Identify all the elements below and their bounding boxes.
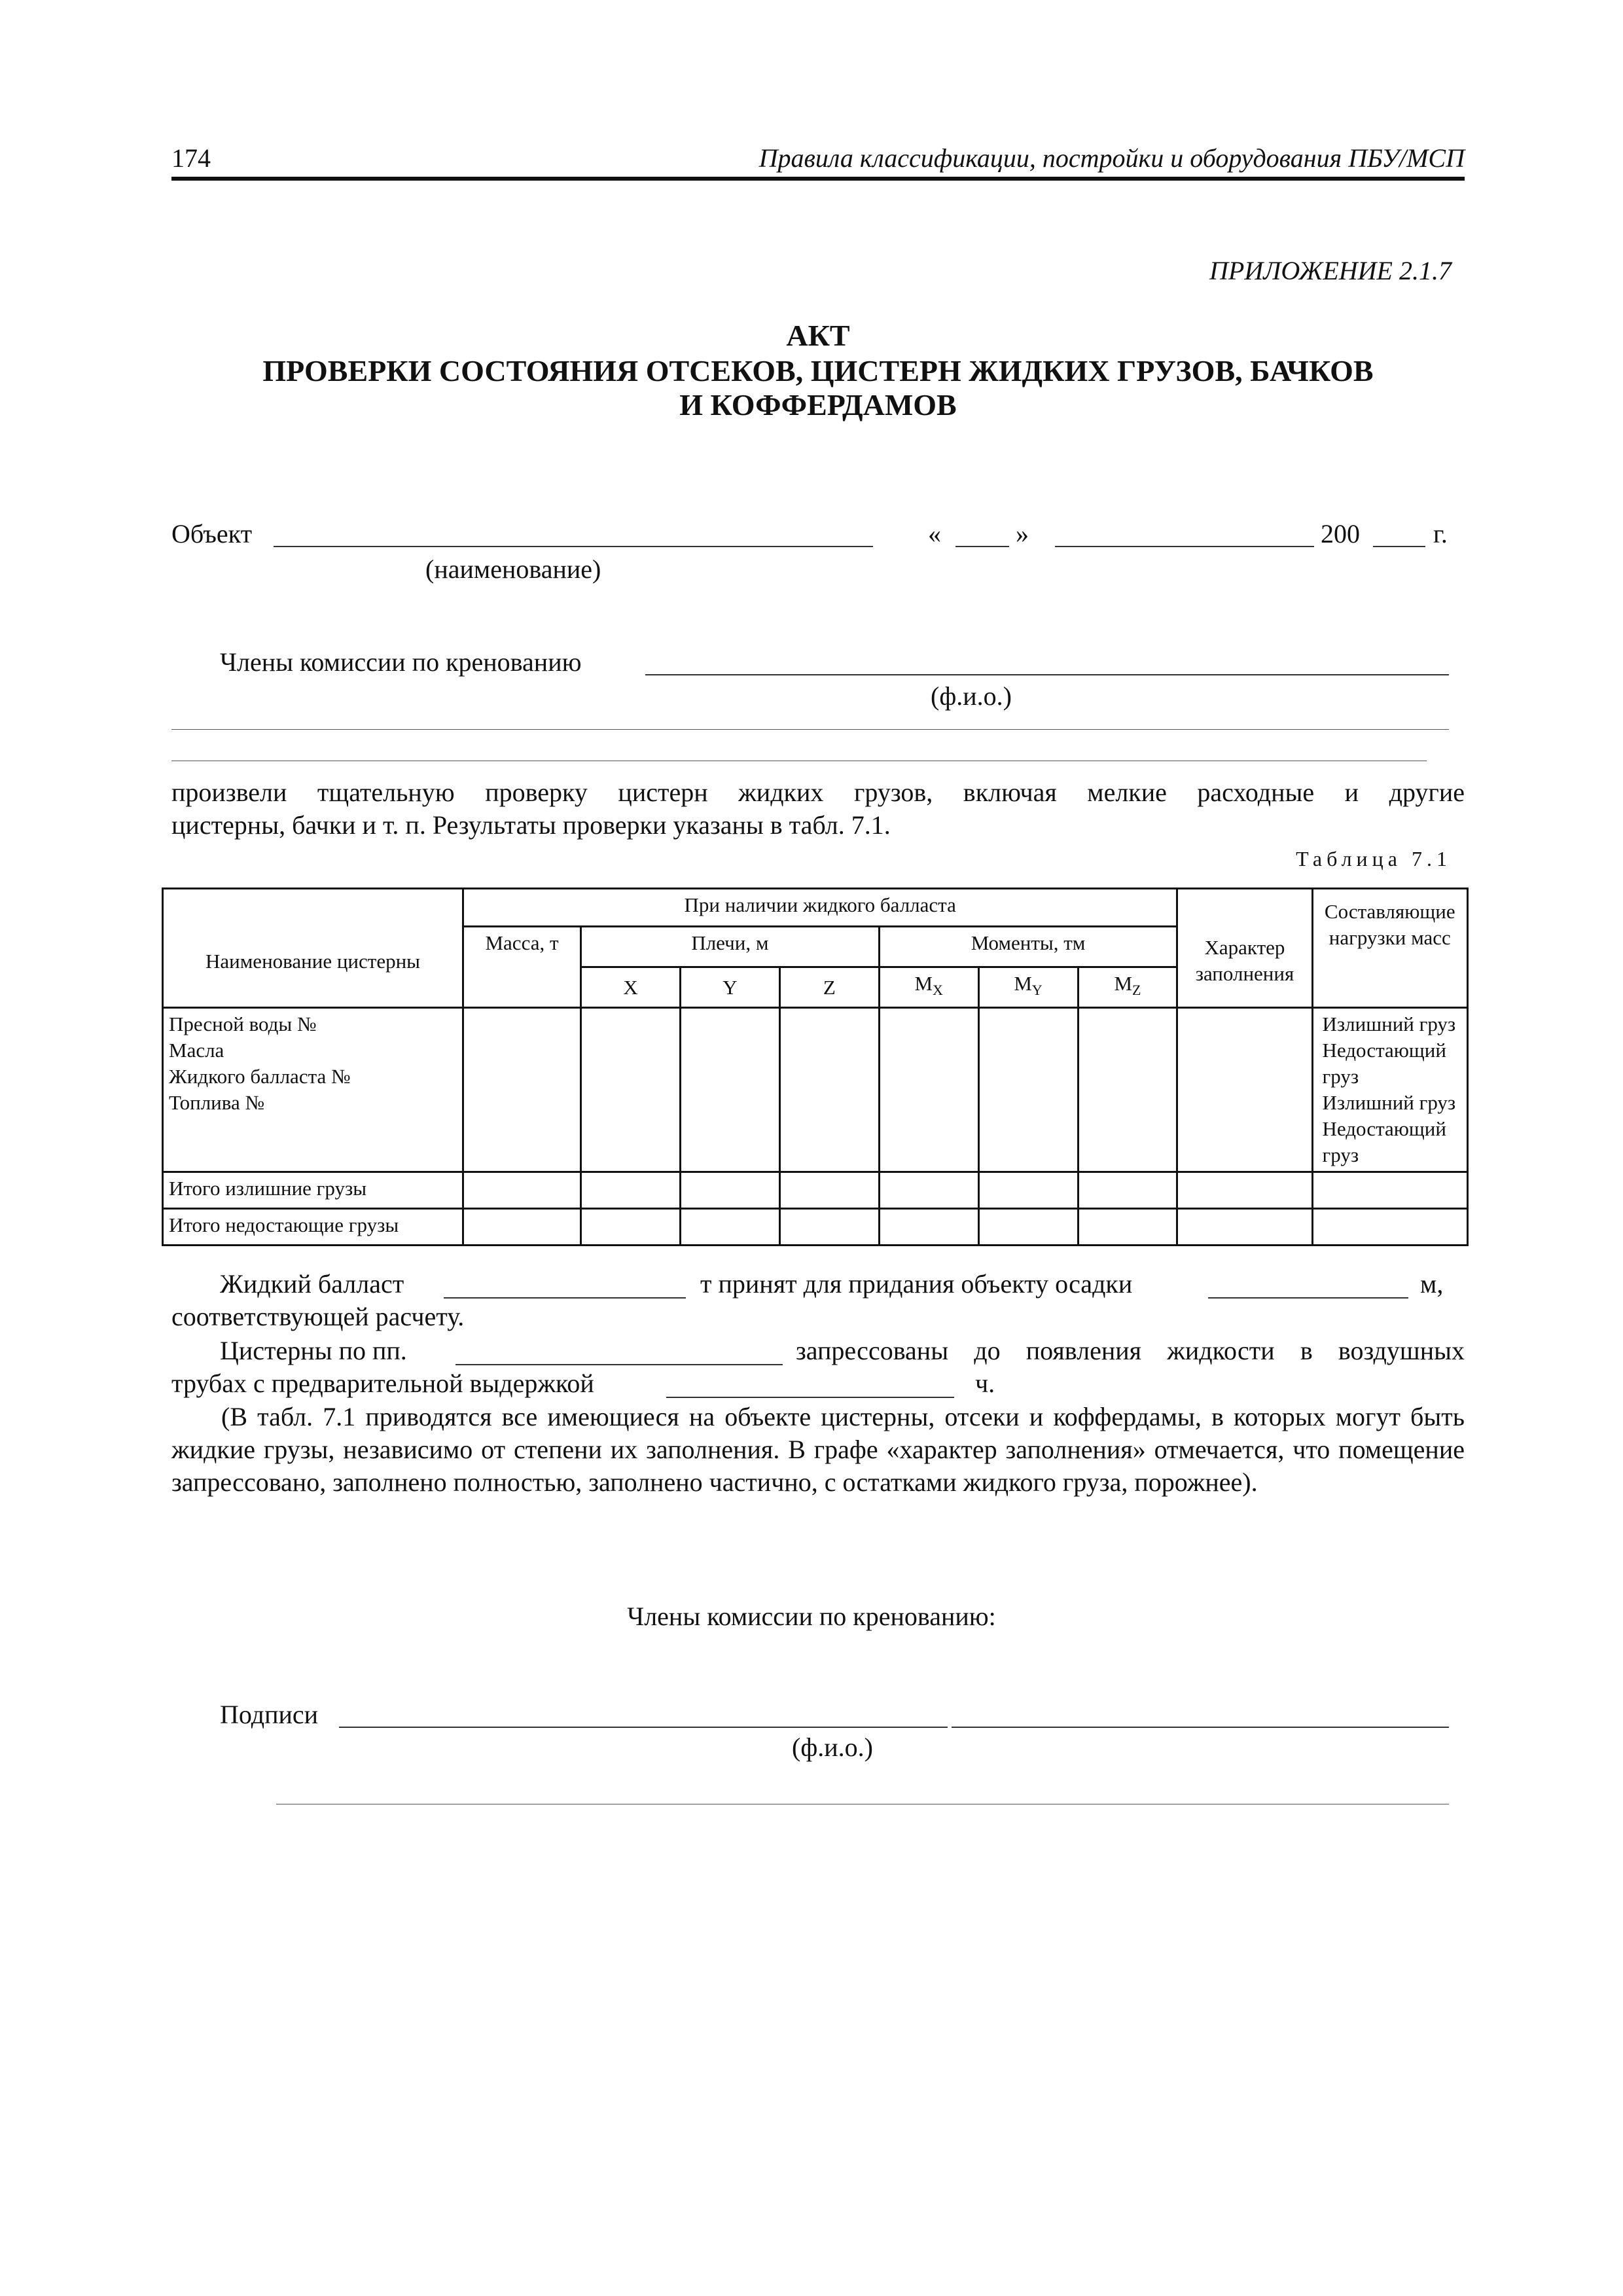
table-cell[interactable]: [463, 1209, 580, 1246]
table-cell[interactable]: [463, 1008, 580, 1172]
table-cell[interactable]: [581, 1008, 681, 1172]
hold-time-field[interactable]: [666, 1397, 954, 1398]
object-label: Объект: [171, 519, 253, 548]
members-field[interactable]: [645, 674, 1449, 675]
tank-name: Топлива №: [169, 1091, 265, 1114]
close-quote: »: [1016, 519, 1029, 548]
doc-title-line2: ПРОВЕРКИ СОСТОЯНИЯ ОТСЕКОВ, ЦИСТЕРН ЖИДКИХ ГРУЗОВ, БАЧКОВ: [262, 354, 1374, 387]
table-cell[interactable]: [879, 1172, 978, 1209]
signatures-heading: Члены комиссии по кренованию:: [627, 1602, 996, 1631]
ballast-text-b: т принят для придания объекту осадки: [700, 1269, 1133, 1299]
ballast-text-c: м,: [1420, 1269, 1444, 1299]
table-cell[interactable]: [879, 1209, 978, 1246]
table-cell[interactable]: [463, 1172, 580, 1209]
header-tank-name: Наименование цистерны: [163, 889, 463, 1008]
header-arms: Плечи, м: [581, 927, 880, 967]
intro-line2: цистерны, бачки и т. п. Результаты проверки указаны в табл. 7.1.: [171, 810, 891, 840]
table-cell[interactable]: [581, 1172, 681, 1209]
table-cell[interactable]: [1177, 1172, 1312, 1209]
table-cell[interactable]: [779, 1172, 879, 1209]
table-cell[interactable]: [1312, 1209, 1467, 1246]
header-fill-character: Характер заполнения: [1177, 889, 1312, 1008]
header-mass: Масса, т: [463, 927, 580, 1008]
results-table: [162, 888, 1469, 1246]
table-cell[interactable]: [1078, 1172, 1177, 1209]
table-cell[interactable]: [978, 1008, 1078, 1172]
signatures-caption: (ф.и.о.): [792, 1732, 873, 1762]
table-cell[interactable]: [779, 1008, 879, 1172]
table-cell[interactable]: [1078, 1209, 1177, 1246]
signature-field-2[interactable]: [952, 1727, 1449, 1728]
header-y: Y: [680, 967, 779, 1008]
header-rule: [171, 177, 1465, 181]
component-item: Недостающий груз: [1322, 1117, 1446, 1166]
day-field[interactable]: [955, 546, 1009, 547]
header-x: X: [581, 967, 681, 1008]
header-ballast-group: При наличии жидкого балласта: [463, 889, 1177, 927]
table-cell[interactable]: [779, 1209, 879, 1246]
table-caption: Таблица 7.1: [1296, 847, 1452, 870]
object-name-field[interactable]: [274, 546, 873, 547]
total-excess-label: Итого излишние грузы: [163, 1172, 463, 1209]
month-field[interactable]: [1055, 546, 1314, 547]
ballast-text-a: Жидкий балласт: [220, 1269, 404, 1299]
table-cell[interactable]: [680, 1008, 779, 1172]
tanks-text-a: Цистерны по пп.: [220, 1336, 407, 1365]
header-z: Z: [779, 967, 879, 1008]
signatures-label: Подписи: [220, 1700, 319, 1729]
year-prefix: 200: [1321, 519, 1360, 548]
ballast-text-d: соответствующей расчету.: [171, 1302, 465, 1331]
total-missing-label: Итого недостающие грузы: [163, 1209, 463, 1246]
tank-name: Масла: [169, 1039, 224, 1062]
object-caption: (наименование): [425, 554, 601, 584]
table-cell[interactable]: [879, 1008, 978, 1172]
year-suffix: г.: [1433, 519, 1448, 548]
open-quote: «: [928, 519, 941, 548]
header-moments: Моменты, тм: [879, 927, 1177, 967]
draft-field[interactable]: [1208, 1297, 1408, 1299]
tank-name: Жидкого балласта №: [169, 1065, 351, 1088]
table-cell[interactable]: [680, 1209, 779, 1246]
component-item: Излишний груз: [1322, 1013, 1456, 1035]
table-note: (В табл. 7.1 приводятся все имеющиеся на объекте цистерны, отсеки и коффердамы, в которых могут быть жидкие грузы, независимо от степени их заполнения. В графе «характер заполнения» отмечается, что помещение запрессовано, заполнено полностью, заполнено частично, с остатками жидкого груза, порожнее).: [171, 1402, 1465, 1497]
tanks-text-d: ч.: [975, 1369, 995, 1398]
header-mz: $M_Z$: [1078, 967, 1177, 1008]
ballast-amount-field[interactable]: [444, 1297, 686, 1299]
tanks-text-b: запрессованы до появления жидкости в воздушных: [796, 1336, 1465, 1365]
table-cell[interactable]: [978, 1172, 1078, 1209]
table-cell[interactable]: [581, 1209, 681, 1246]
table-cell[interactable]: [1078, 1008, 1177, 1172]
doc-title-line1: АКТ: [786, 319, 850, 352]
tanks-items-field[interactable]: [455, 1364, 783, 1365]
members-extra-line-1[interactable]: [171, 729, 1449, 730]
table-cell[interactable]: [1312, 1172, 1467, 1209]
header-mass-components: Составляющие нагрузки масс: [1312, 889, 1467, 1008]
table-cell[interactable]: [1177, 1209, 1312, 1246]
year-field[interactable]: [1373, 546, 1425, 547]
appendix-label: ПРИЛОЖЕНИЕ 2.1.7: [1209, 256, 1452, 285]
component-item: Излишний груз: [1322, 1091, 1456, 1114]
members-label: Члены комиссии по кренованию: [220, 647, 582, 677]
doc-title-line3: И КОФФЕРДАМОВ: [679, 388, 957, 422]
page-number: 174: [171, 143, 211, 173]
table-cell[interactable]: [1177, 1008, 1312, 1172]
mass-components-cell: [1312, 1008, 1467, 1172]
header-mx: $M_X$: [879, 967, 978, 1008]
header-my: $M_Y$: [978, 967, 1078, 1008]
signature-field-1[interactable]: [339, 1727, 948, 1728]
tanks-text-c: трубах с предварительной выдержкой: [171, 1369, 594, 1398]
table-cell[interactable]: [978, 1209, 1078, 1246]
tank-name: Пресной воды №: [169, 1013, 317, 1035]
intro-line1: произвели тщательную проверку цистерн жидких грузов, включая мелкие расходные и другие: [171, 778, 1465, 807]
tank-names-cell: [163, 1008, 463, 1172]
running-title: Правила классификации, постройки и оборудования ПБУ/МСП: [758, 143, 1465, 173]
members-caption: (ф.и.о.): [931, 681, 1012, 711]
table-cell[interactable]: [680, 1172, 779, 1209]
component-item: Недостающий груз: [1322, 1039, 1446, 1088]
